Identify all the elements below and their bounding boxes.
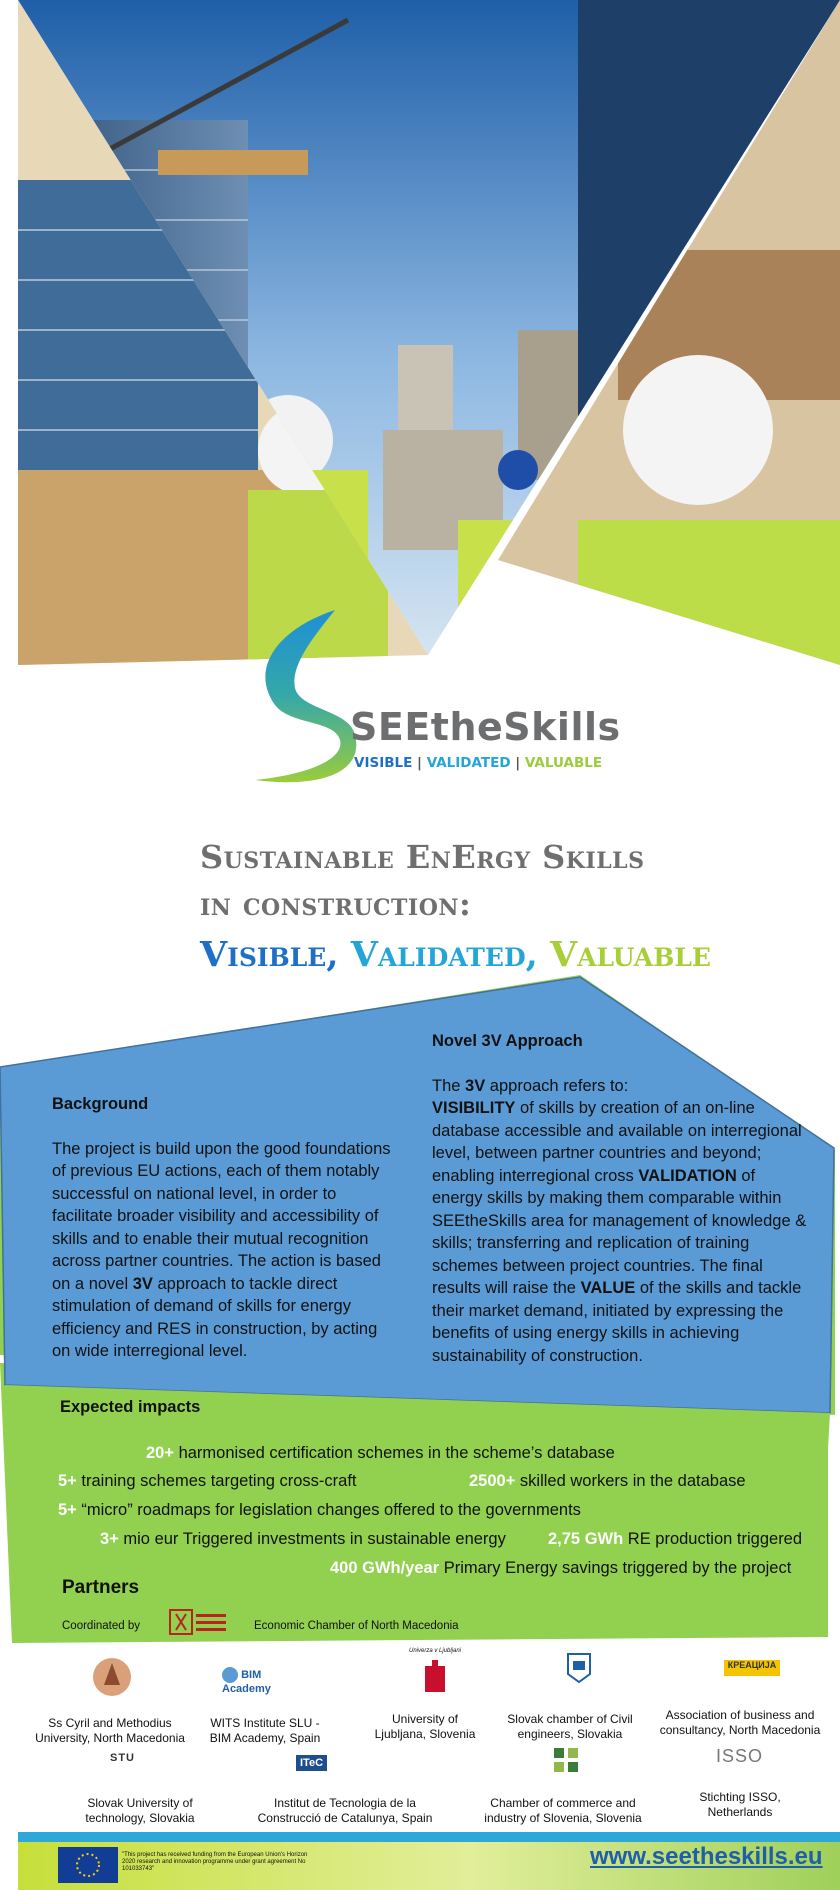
partner-name — [680, 1790, 800, 1820]
partner-name-line: BIM Academy, Spain — [209, 1731, 321, 1745]
impact-text: Primary Energy savings triggered by the project — [439, 1559, 792, 1577]
website-link[interactable]: www.seetheskills.eu — [590, 1843, 823, 1870]
impact-number: 20+ — [146, 1444, 174, 1462]
background-text — [52, 1138, 392, 1363]
partner-name — [30, 1716, 190, 1746]
partners-heading: Partners — [62, 1577, 140, 1598]
impact-text: skilled workers in the database — [515, 1472, 746, 1490]
kreacija-logo-icon: КРЕАЦИЈА — [724, 1660, 780, 1676]
novel-text — [432, 1075, 807, 1368]
partner-name-line: engineers, Slovakia — [517, 1727, 623, 1741]
header-photo — [18, 0, 840, 665]
stu-logo-icon — [110, 1752, 166, 1776]
impact-number: 400 GWh/year — [330, 1559, 440, 1577]
novel-text-part: The — [432, 1076, 466, 1095]
impact-text: mio eur Triggered investments in sustainable energy — [118, 1530, 506, 1548]
background-text-bold: 3V — [132, 1274, 153, 1293]
itec-logo-text: ITeC — [296, 1755, 327, 1771]
impact-text: “micro” roadmaps for legislation changes offered to the governments — [76, 1501, 581, 1519]
logo-tagline — [354, 755, 602, 771]
partner-name-line: Slovak chamber of Civil — [507, 1712, 633, 1726]
eu-flag-icon — [58, 1847, 118, 1883]
impact-number: 5+ — [58, 1472, 77, 1490]
partner-name-line: Association of business and — [665, 1708, 815, 1722]
partner-name-line: Institut de Tecnologia de la — [274, 1796, 416, 1810]
title-validated: Validated, — [350, 934, 538, 975]
novel-value: VALUE — [580, 1279, 636, 1297]
coordinated-by-label: Coordinated by — [62, 1620, 140, 1632]
title-line-1: Sustainable EnErgy Skills — [200, 838, 645, 876]
novel-text-part: of the skills and tackle their market demand, initiated by expressing the benefits of using energy skills in achieving sustainability of construction. — [432, 1279, 802, 1365]
partner-name — [655, 1708, 825, 1738]
title-valuable: Valuable — [550, 934, 711, 975]
partner-name-line: Stichting ISSO, — [699, 1790, 781, 1804]
construction-site-photo-icon — [18, 0, 840, 665]
partner-name — [190, 1716, 340, 1746]
title-line-2: in construction: — [200, 885, 472, 923]
skce-logo-icon — [566, 1652, 592, 1684]
background-section — [52, 1093, 392, 1363]
background-text-part: approach to tackle direct stimulation of demand of skills for energy efficiency and RES in construction, by acting on wide interregional level. — [52, 1274, 378, 1360]
partner-name-line: Ljubljana, Slovenia — [374, 1727, 476, 1741]
partner-name — [250, 1796, 440, 1826]
ukim-logo-icon — [92, 1655, 132, 1699]
novel-approach-section — [432, 1030, 807, 1367]
background-text-part: The project is build upon the good foundations of previous EU actions, each of them notably successful on national level, in order to facilitate broader visibility and accessibility of skills and to enable their mutual recognition across partner countries. The action is based on a novel — [52, 1139, 391, 1293]
partner-name-line: University, North Macedonia — [35, 1731, 185, 1745]
partner-name-line: consultancy, North Macedonia — [659, 1723, 821, 1737]
partner-name-line: technology, Slovakia — [85, 1811, 195, 1825]
partner-name-line: University of — [391, 1712, 459, 1726]
impact-number: 2500+ — [469, 1472, 516, 1490]
itec-logo-icon — [296, 1753, 386, 1773]
novel-visibility: VISIBILITY — [432, 1099, 516, 1117]
isso-logo-icon: ISSO — [716, 1746, 764, 1766]
impact-item — [330, 1559, 791, 1578]
impact-item — [548, 1530, 802, 1549]
partner-name — [478, 1796, 648, 1826]
tag-separator: | — [515, 755, 521, 771]
impact-number: 2,75 GWh — [548, 1530, 624, 1548]
tag-validated: VALIDATED — [426, 755, 511, 771]
novel-heading: Novel 3V Approach — [432, 1032, 583, 1050]
partner-name-line: Construcció de Catalunya, Spain — [257, 1811, 433, 1825]
impact-number: 5+ — [58, 1501, 77, 1519]
impact-text: harmonised certification schemes in the scheme’s database — [174, 1444, 615, 1462]
partner-name — [495, 1712, 645, 1742]
eu-funding-note: "This project has received funding from the European Union's Horizon 2020 research and innovation programme under grant agreement No 101033743" — [122, 1852, 308, 1872]
background-heading: Background — [52, 1095, 149, 1113]
partner-name-line: Slovak University of — [87, 1796, 193, 1810]
title-visible: Visible, — [200, 934, 339, 975]
novel-validation: VALIDATION — [638, 1166, 737, 1185]
chamber-macedonia-logo-icon — [168, 1608, 228, 1636]
partner-name-line: Ss Cyril and Methodius — [48, 1716, 172, 1730]
partner-name-line: industry of Slovenia, Slovenia — [484, 1811, 642, 1825]
coordinator-name: Economic Chamber of North Macedonia — [254, 1620, 459, 1632]
logo-wordmark: SEEtheSkills — [350, 705, 621, 749]
impact-item — [100, 1530, 506, 1549]
novel-text-part: approach refers to: — [485, 1076, 629, 1095]
gzs-logo-icon — [550, 1744, 586, 1780]
bim-logo-text: BIM Academy — [222, 1668, 271, 1695]
novel-text-part: of skills by creation of an on-line database accessible and available on interregional level, between partner countries and beyond; enabling interregional cross — [432, 1099, 802, 1185]
ljubljana-logo-text: Univerza v Ljubljani — [408, 1648, 462, 1654]
tag-valuable: VALUABLE — [524, 755, 603, 771]
partner-name-line: Netherlands — [707, 1805, 773, 1819]
impact-text: RE production triggered — [623, 1530, 803, 1548]
partner-name-line: WITS Institute SLU - — [210, 1716, 320, 1730]
ljubljana-logo-icon — [400, 1648, 470, 1694]
novel-text-part: of energy skills by making them comparable within SEEtheSkills area for management of knowledge & skills; transferring and replication of training schemes between project countries. The final results will raise the — [432, 1166, 807, 1297]
bim-academy-logo-icon — [222, 1667, 312, 1695]
impact-item — [58, 1472, 357, 1491]
impact-item — [146, 1444, 615, 1463]
title-line-3 — [200, 934, 711, 975]
stu-logo-text: STU — [110, 1752, 135, 1764]
tag-separator: | — [417, 755, 422, 771]
impacts-heading: Expected impacts — [60, 1398, 201, 1416]
impact-item — [58, 1501, 581, 1520]
impact-number: 3+ — [100, 1530, 119, 1548]
novel-text-bold: 3V — [465, 1076, 486, 1095]
impact-item — [469, 1472, 746, 1491]
tag-visible: VISIBLE — [354, 755, 413, 771]
partner-name-line: Chamber of commerce and — [490, 1796, 636, 1810]
impact-text: training schemes targeting cross-craft — [76, 1472, 357, 1490]
partner-name — [70, 1796, 210, 1826]
partner-name — [360, 1712, 490, 1742]
